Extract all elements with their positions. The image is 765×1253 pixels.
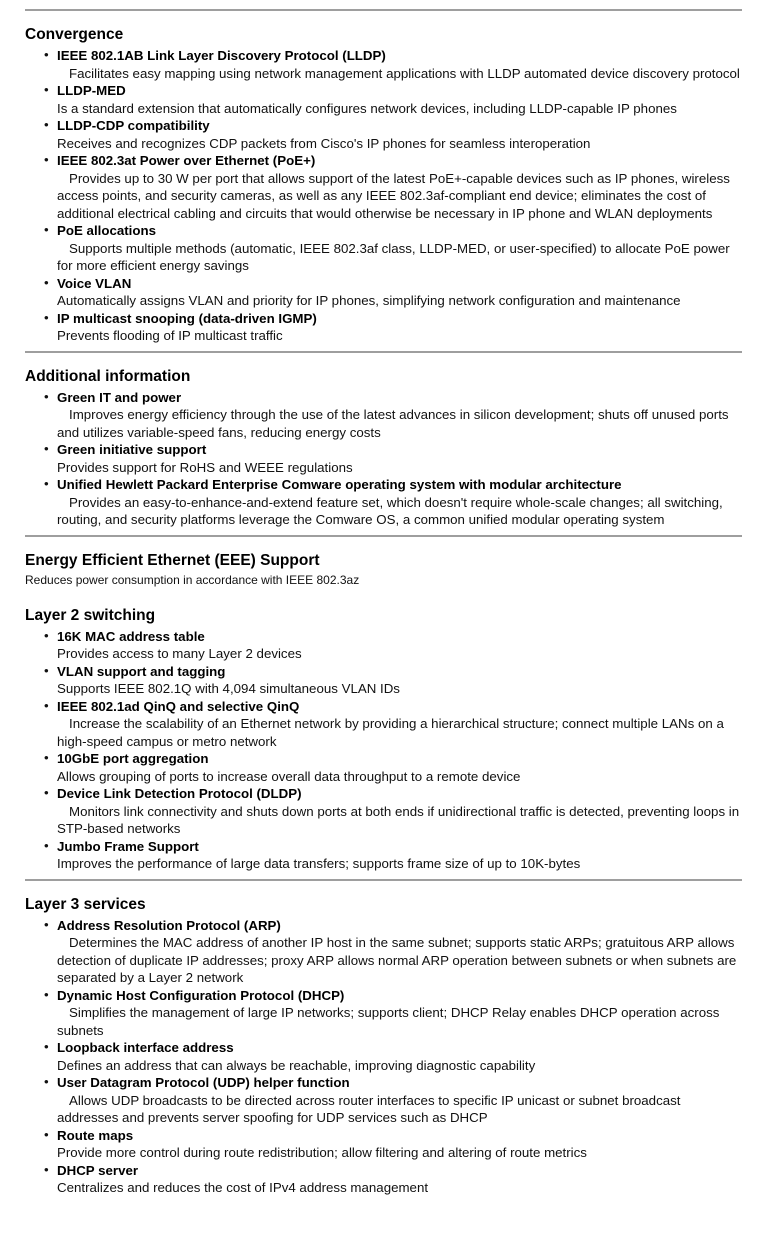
bullet-icon: • [44,785,49,800]
feature-item [25,117,742,152]
section-convergence [25,25,742,345]
feature-description: Determines the MAC address of another IP host in the same subnet; supports static ARPs; gratuitous ARP allows detection of duplicate IP addresses; proxy ARP allows normal ARP operation between subnets or when subnets are separated by a Layer 2 network [57,935,737,985]
feature-description: Simplifies the management of large IP networks; supports client; DHCP Relay enables DHCP operation across subnets [57,1005,720,1038]
bullet-icon: • [44,309,49,325]
feature-item [25,275,742,310]
feature-title: Dynamic Host Configuration Protocol (DHCP) [57,987,345,1003]
feature-item [25,987,742,1040]
feature-description: Defines an address that can always be reachable, improving diagnostic capability [57,1057,536,1073]
bullet-icon: • [44,152,49,167]
section-title: Layer 3 services [25,895,146,913]
feature-title: 10GbE port aggregation [57,751,209,766]
top-divider [25,9,742,11]
bullet-icon: • [44,222,49,237]
feature-item [25,310,742,345]
feature-description: Supports IEEE 802.1Q with 4,094 simultaneous VLAN IDs [57,681,400,696]
feature-item [25,82,742,117]
feature-description: Is a standard extension that automatically configures network devices, including LLDP-capable IP phones [57,100,677,116]
section-title: Energy Efficient Ethernet (EEE) Support [25,551,320,569]
feature-title: LLDP-MED [57,83,126,98]
section-title: Convergence [25,26,124,43]
bullet-icon: • [44,837,49,853]
section-divider [25,879,742,881]
section-title: Additional information [25,367,191,385]
feature-title: Route maps [57,1127,134,1143]
feature-item [25,698,742,751]
section-intro: Reduces power consumption in accordance with IEEE 802.3az [25,572,360,587]
bullet-icon: • [44,697,49,713]
feature-description: Monitors link connectivity and shuts down ports at both ends if unidirectional traffic is detected, preventing loops in STP-based networks [57,803,740,836]
feature-title: IEEE 802.3at Power over Ethernet (PoE+) [57,153,316,168]
feature-title: DHCP server [57,1162,139,1178]
feature-item [25,441,742,476]
bullet-icon: • [44,986,49,1002]
section-layer2-switching [25,606,742,873]
feature-item [25,917,742,987]
bullet-icon: • [44,662,49,678]
bullet-icon: • [44,47,49,62]
bullet-icon: • [44,476,49,491]
feature-title: IP multicast snooping (data-driven IGMP) [57,310,317,326]
feature-item [25,1162,742,1197]
feature-description: Improves the performance of large data transfers; supports frame size of up to 10K-bytes [57,856,581,871]
bullet-icon: • [44,82,49,97]
bullet-icon: • [44,1039,49,1054]
feature-description: Provides access to many Layer 2 devices [57,646,302,661]
feature-description: Automatically assigns VLAN and priority for IP phones, simplifying network configuration and maintenance [57,293,681,308]
feature-description: Allows grouping of ports to increase overall data throughput to a remote device [57,768,521,784]
feature-item [25,628,742,663]
feature-description: Provides support for RoHS and WEEE regulations [57,459,353,475]
feature-list [25,917,742,1197]
feature-item [25,389,742,442]
feature-title: VLAN support and tagging [57,663,226,679]
section-eee-support [25,551,742,588]
feature-list [25,47,742,345]
feature-description: Supports multiple methods (automatic, IEEE 802.3af class, LLDP-MED, or user-specified) to allocate PoE power for more efficient energy savings [57,240,730,273]
feature-item [25,1127,742,1162]
feature-item [25,1074,742,1127]
feature-item [25,785,742,838]
feature-title: IEEE 802.1AB Link Layer Discovery Protocol (LLDP) [57,48,386,63]
feature-description: Receives and recognizes CDP packets from Cisco's IP phones for seamless interoperation [57,135,591,151]
bullet-icon: • [44,388,49,404]
bullet-icon: • [44,441,49,456]
feature-item [25,663,742,698]
feature-description: Centralizes and reduces the cost of IPv4 address management [57,1180,429,1195]
feature-item [25,838,742,873]
feature-item [25,152,742,222]
bullet-icon: • [44,627,49,643]
bullet-icon: • [44,117,49,132]
feature-item [25,1039,742,1074]
feature-item [25,222,742,275]
feature-title: Unified Hewlett Packard Enterprise Comware operating system with modular architecture [57,477,622,492]
feature-item [25,47,742,82]
feature-description: Improves energy efficiency through the use of the latest advances in silicon development; shuts off unused ports and utilizes variable-speed fans, reducing energy costs [57,407,729,440]
feature-item [25,750,742,785]
section-title: Layer 2 switching [25,606,156,624]
feature-list [25,389,742,529]
feature-title: IEEE 802.1ad QinQ and selective QinQ [57,698,300,714]
section-divider [25,351,742,353]
feature-title: Address Resolution Protocol (ARP) [57,917,281,933]
bullet-icon: • [44,274,49,290]
feature-description: Provide more control during route redistribution; allow filtering and altering of route metrics [57,1145,587,1160]
feature-item [25,476,742,529]
feature-description: Prevents flooding of IP multicast traffic [57,328,283,343]
feature-title: 16K MAC address table [57,628,205,644]
feature-title: Green IT and power [57,389,182,405]
feature-title: LLDP-CDP compatibility [57,118,210,133]
section-additional-information [25,367,742,529]
section-divider [25,535,742,537]
feature-description: Increase the scalability of an Ethernet network by providing a hierarchical structure; connect multiple LANs on a high-speed campus or metro network [57,716,724,749]
feature-title: PoE allocations [57,223,157,238]
section-layer3-services [25,895,742,1197]
feature-description: Provides up to 30 W per port that allows support of the latest PoE+-capable devices such as IP phones, wireless access points, and security cameras, as well as any IEEE 802.3af-compliant end device; eliminates the cost of additional electrical cabling and circuits that would otherwise be necessary in IP phone and WLAN deployments [57,170,730,221]
feature-title: Jumbo Frame Support [57,838,199,854]
bullet-icon: • [44,1161,49,1177]
feature-description: Provides an easy-to-enhance-and-extend feature set, which doesn't require whole-scale changes; all switching, routing, and security platforms leverage the Comware OS, a common unified modular operating system [57,494,723,527]
feature-title: User Datagram Protocol (UDP) helper function [57,1075,350,1090]
bullet-icon: • [44,1126,49,1142]
feature-description: Facilitates easy mapping using network management applications with LLDP automated device discovery protocol [69,65,740,81]
feature-title: Voice VLAN [57,275,132,291]
feature-title: Device Link Detection Protocol (DLDP) [57,786,302,801]
feature-description: Allows UDP broadcasts to be directed across router interfaces to specific IP unicast or subnet broadcast addresses and prevents server spoofing for UDP services such as DHCP [57,1092,681,1125]
bullet-icon: • [44,750,49,765]
feature-list [25,628,742,873]
feature-title: Green initiative support [57,442,207,457]
feature-title: Loopback interface address [57,1040,234,1055]
bullet-icon: • [44,916,49,932]
bullet-icon: • [44,1074,49,1089]
